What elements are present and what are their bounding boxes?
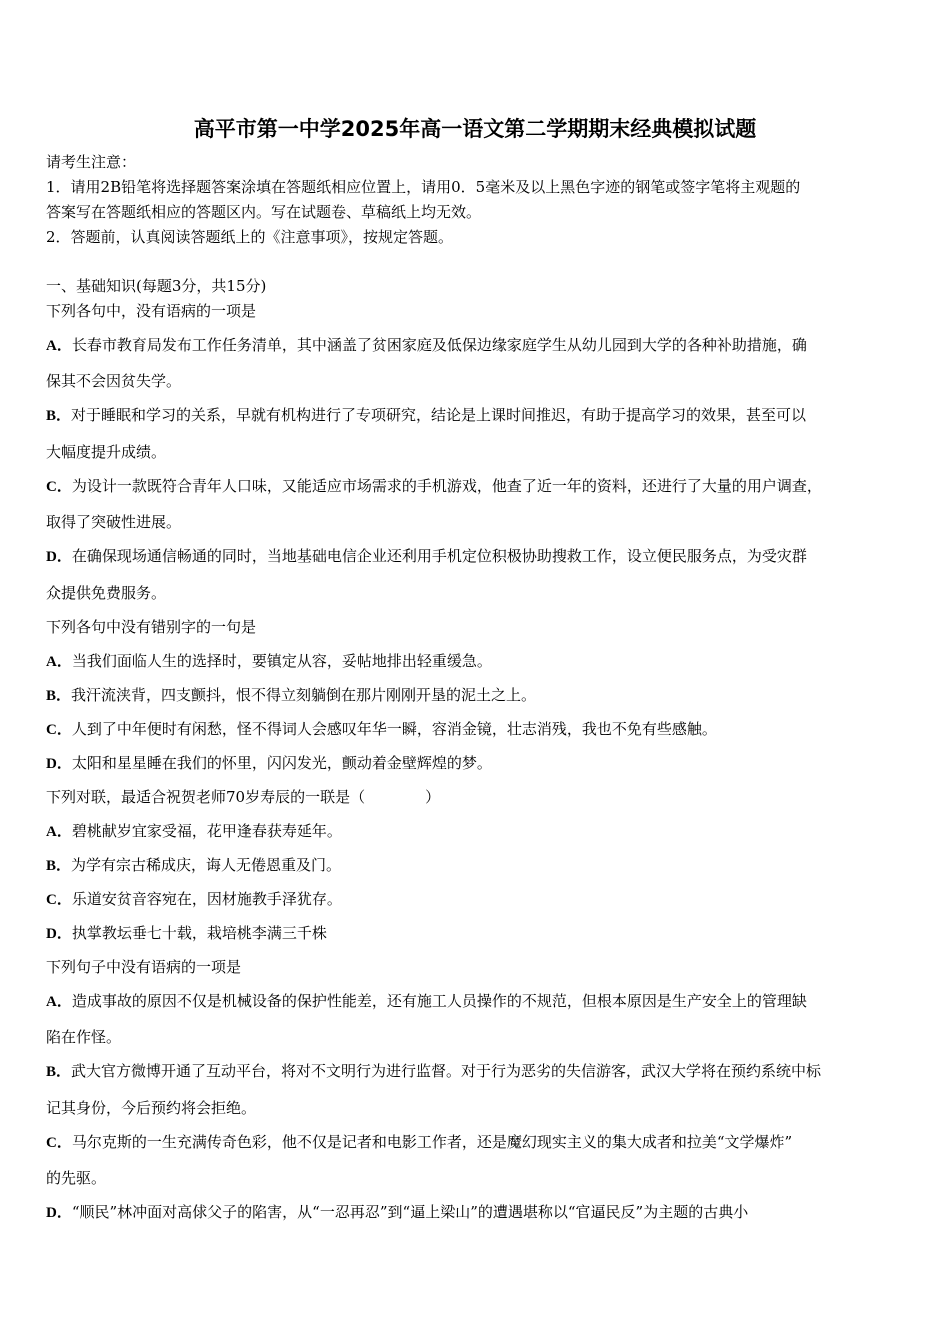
question-4-option-a bbox=[46, 991, 807, 1012]
option-text: 武大官方微博开通了互动平台，将对不文明行为进行监督。对于行为恶劣的失信游客，武汉大学将在预约系统中标 bbox=[71, 1062, 822, 1080]
option-label: B． bbox=[46, 408, 72, 424]
option-text: 太阳和星星睡在我们的怀里，闪闪发光，颤动着金壁辉煌的梦。 bbox=[71, 754, 492, 772]
question-4-option-a-cont: 陷在作怪。 bbox=[46, 1028, 122, 1046]
question-1-option-d bbox=[46, 546, 807, 567]
option-label: D． bbox=[46, 549, 72, 565]
option-text: 执掌教坛垂七十载，栽培桃李满三千株 bbox=[71, 924, 327, 942]
question-4-stem: 下列句子中没有语病的一项是 bbox=[46, 958, 242, 976]
option-text: 乐道安贫音容宛在，因材施教手泽犹存。 bbox=[71, 890, 342, 908]
option-text: 为设计一款既符合青年人口味，又能适应市场需求的手机游戏，他查了近一年的资料，还进行了大量的用户调查， bbox=[71, 477, 822, 495]
question-2-option-b bbox=[46, 685, 536, 706]
option-label: C． bbox=[46, 722, 72, 738]
question-3-option-a bbox=[46, 821, 342, 842]
question-1-stem: 下列各句中，没有语病的一项是 bbox=[46, 302, 257, 320]
option-text: 为学有宗古稀成庆，诲人无倦恩重及门。 bbox=[71, 856, 342, 874]
page-title: 高平市第一中学2025年高一语文第二学期期末经典模拟试题 bbox=[193, 117, 757, 141]
question-1-option-d-cont: 众提供免费服务。 bbox=[46, 584, 167, 602]
option-text: 在确保现场通信畅通的同时，当地基础电信企业还利用手机定位积极协助搜救工作，设立便民服务点，为受灾群 bbox=[71, 547, 807, 565]
option-label: B． bbox=[46, 1064, 72, 1080]
notice-heading: 请考生注意： bbox=[46, 153, 137, 171]
option-label: C． bbox=[46, 892, 72, 908]
question-4-option-b bbox=[46, 1061, 821, 1082]
notice-item-1-line-2: 答案写在答题纸相应的答题区内。写在试题卷、草稿纸上均无效。 bbox=[46, 203, 482, 221]
question-1-option-b-cont: 大幅度提升成绩。 bbox=[46, 443, 167, 461]
question-1-option-a-cont: 保其不会因贫失学。 bbox=[46, 372, 182, 390]
question-4-option-c-cont: 的先驱。 bbox=[46, 1169, 107, 1187]
option-text: 长春市教育局发布工作任务清单，其中涵盖了贫困家庭及低保边缘家庭学生从幼儿园到大学的各种补助措施，确 bbox=[71, 336, 807, 354]
option-label: B． bbox=[46, 688, 72, 704]
option-text: “顺民”林冲面对高俅父子的陷害，从“一忍再忍”到“逼上梁山”的遭遇堪称以“官逼民反”为主题的古典小 bbox=[71, 1203, 749, 1221]
question-2-option-a bbox=[46, 651, 492, 672]
question-1-option-c-cont: 取得了突破性进展。 bbox=[46, 513, 182, 531]
question-2-option-d bbox=[46, 753, 492, 774]
question-3-option-d bbox=[46, 923, 327, 944]
option-label: D． bbox=[46, 756, 72, 772]
question-2-option-c bbox=[46, 719, 717, 740]
question-1-option-b bbox=[46, 405, 806, 426]
option-label: C． bbox=[46, 479, 72, 495]
option-text: 对于睡眠和学习的关系，早就有机构进行了专项研究，结论是上课时间推迟，有助于提高学习的效果，甚至可以 bbox=[71, 406, 807, 424]
option-text: 造成事故的原因不仅是机械设备的保护性能差，还有施工人员操作的不规范，但根本原因是生产安全上的管理缺 bbox=[71, 992, 807, 1010]
option-text: 碧桃献岁宜家受福，花甲逢春获寿延年。 bbox=[71, 822, 342, 840]
question-4-option-b-cont: 记其身份，今后预约将会拒绝。 bbox=[46, 1099, 257, 1117]
option-text: 人到了中年便时有闲愁，怪不得词人会感叹年华一瞬，容消金镜，壮志消残，我也不免有些感触。 bbox=[71, 720, 717, 738]
question-1-option-a bbox=[46, 335, 807, 356]
question-3-option-b bbox=[46, 855, 341, 876]
option-label: A． bbox=[46, 824, 72, 840]
option-label: D． bbox=[46, 926, 72, 942]
question-2-stem: 下列各句中没有错别字的一句是 bbox=[46, 618, 257, 636]
question-3-option-c bbox=[46, 889, 342, 910]
option-text: 我汗流浃背，四支颤抖，恨不得立刻躺倒在那片刚刚开垦的泥土之上。 bbox=[71, 686, 537, 704]
option-label: C． bbox=[46, 1135, 72, 1151]
option-text: 马尔克斯的一生充满传奇色彩，他不仅是记者和电影工作者，还是魔幻现实主义的集大成者和拉美“文学爆炸” bbox=[71, 1133, 793, 1151]
question-1-option-c bbox=[46, 476, 822, 497]
option-text: 当我们面临人生的选择时，要镇定从容，妥帖地排出轻重缓急。 bbox=[71, 652, 492, 670]
notice-item-2: 2．答题前，认真阅读答题纸上的《注意事项》，按规定答题。 bbox=[46, 228, 454, 246]
option-label: A． bbox=[46, 994, 72, 1010]
option-label: A． bbox=[46, 338, 72, 354]
question-4-option-c bbox=[46, 1132, 792, 1153]
option-label: D． bbox=[46, 1205, 72, 1221]
question-3-stem: 下列对联，最适合祝贺老师70岁寿辰的一联是（ ） bbox=[46, 788, 441, 806]
option-label: A． bbox=[46, 654, 72, 670]
section-heading: 一、基础知识(每题3分，共15分) bbox=[46, 277, 267, 295]
option-label: B． bbox=[46, 858, 72, 874]
notice-item-1-line-1: 1．请用2B铅笔将选择题答案涂填在答题纸相应位置上，请用0．5毫米及以上黑色字迹的钢笔或签字笔将主观题的 bbox=[46, 178, 801, 196]
question-4-option-d bbox=[46, 1202, 748, 1223]
